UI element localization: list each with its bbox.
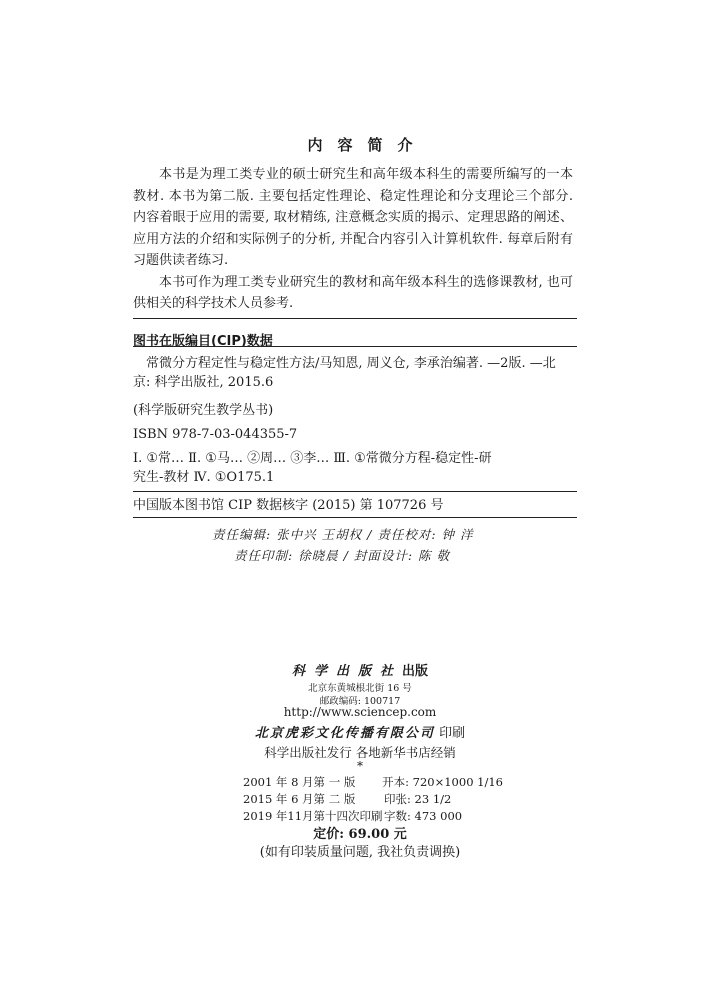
imprint-edition: 2001 年 8 月第 一 版 (243, 775, 356, 789)
cip-top-rule (133, 318, 577, 319)
cip-record: 中国版本图书馆 CIP 数据核字 (2015) 第 107726 号 (133, 498, 444, 513)
cip-bottom-rule (133, 517, 577, 518)
imprint-row (243, 774, 503, 791)
imprint-edition: 2015 年 6 月第 二 版 (243, 792, 356, 806)
credits-editors: 责任编辑: 张中兴 王胡权 / 责任校对: 钟 洋 (212, 527, 474, 542)
summary-paragraph-2 (133, 272, 573, 315)
cip-subjects (133, 449, 577, 487)
summary-text (133, 164, 573, 315)
summary-p1-line: 述、应用方法的介绍和实际例子的分析, 并配合内容引入计算机软件. 每章 (133, 210, 573, 247)
imprint-row (243, 791, 503, 808)
summary-p1-line: 本教材. 本书为第二版. 主要包括定性理论、稳定性理论和分支理论三个部 (133, 167, 573, 204)
cip-isbn: ISBN 978-7-03-044355-7 (133, 427, 298, 442)
cip-series: (科学版研究生教学丛书) (133, 403, 274, 418)
imprint-detail: 字数: 473 000 (384, 809, 463, 823)
cip-entry (133, 354, 577, 392)
cip-record-rule (133, 491, 577, 492)
imprint-detail: 开本: 720×1000 1/16 (382, 775, 503, 789)
price: 定价: 69.00 元 (313, 827, 407, 842)
quality-note: (如有印装质量问题, 我社负责调换) (259, 845, 461, 860)
cip-subjects-line-1: Ⅰ. ①常… Ⅱ. ①马… ②周… ③李… Ⅲ. ①常微分方程-稳定性-研 (133, 451, 492, 466)
cip-entry-line-2: 京: 科学出版社, 2015.6 (133, 375, 274, 390)
summary-p1-line: 后附有习题供读者练习. (133, 231, 573, 268)
imprint-detail: 印张: 23 1/2 (384, 792, 452, 806)
publisher-suffix: 出版 (402, 664, 429, 679)
printer-line (0, 722, 720, 741)
publisher-url: http://www.sciencep.com (283, 705, 437, 719)
summary-title: 内容简介 (307, 136, 428, 154)
printer-suffix: 印刷 (439, 726, 466, 741)
summary-p1-line: 本书是为理工类专业的硕士研究生和高年级本科生的需要所编写的一 (159, 167, 560, 182)
summary-p1-line: 分. 内容着眼于应用的需要, 取材精练, 注意概念实质的揭示、定理思路的阐 (133, 188, 574, 225)
credits-production: 责任印制: 徐晓晨 / 封面设计: 陈 敬 (234, 548, 451, 563)
summary-paragraph-1 (133, 164, 573, 272)
summary-p2-line: 可供相关的科学技术人员参考. (133, 274, 573, 311)
cip-heading-rule (133, 346, 577, 347)
imprint-table (243, 774, 503, 825)
distribution-line: 科学出版社发行 各地新华书店经销 (264, 745, 456, 760)
summary-p2-line: 本书可作为理工类专业研究生的教材和高年级本科生的选修课教材, 也 (159, 274, 560, 290)
printer-name: 北京虎彩文化传播有限公司 (254, 726, 435, 741)
cip-subjects-line-2: 究生-教材 Ⅳ. ①O175.1 (133, 470, 275, 485)
publisher-address: 北京东黄城根北街 16 号 (308, 683, 412, 694)
publisher-logo-text: 科学出版社 (291, 664, 402, 679)
imprint-edition: 2019 年11月第十四次印刷 (243, 809, 383, 823)
publisher-postcode: 邮政编码: 100717 (319, 696, 401, 707)
publisher-name (0, 660, 720, 679)
asterisk-separator: * (357, 759, 363, 773)
cip-heading: 图书在版编目(CIP)数据 (133, 334, 273, 349)
cip-entry-line-1: 常微分方程定性与稳定性方法/马知恩, 周义仓, 李承治编著. —2版. —北 (146, 356, 556, 371)
